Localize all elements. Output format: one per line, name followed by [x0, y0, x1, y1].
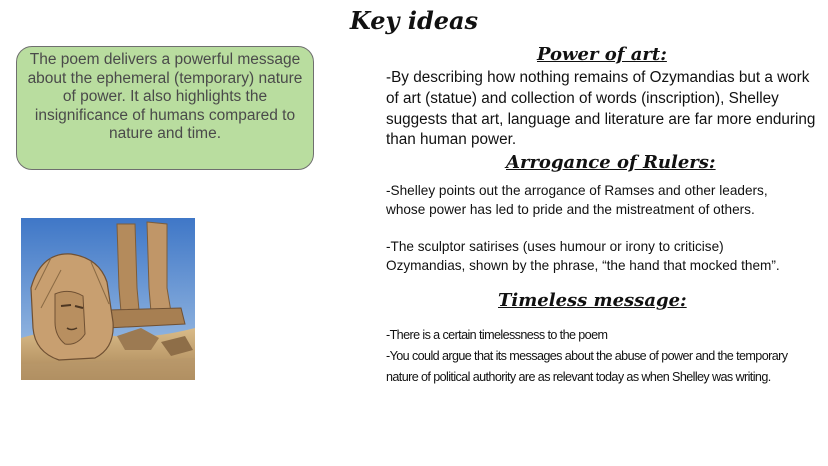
- timeless-message-heading: Timeless message:: [498, 290, 687, 311]
- arrogance-paragraph-1: -Shelley points out the arrogance of Ramses and other leaders, whose power has led to pride and the mistreatment of others.: [386, 183, 768, 217]
- power-of-art-heading: Power of art:: [537, 44, 667, 65]
- slide-title: Key ideas: [349, 6, 479, 35]
- timeless-paragraph-2: -You could argue that its messages about the abuse of power and the temporary nature of political authority are as relevant today as when Shelley was writing.: [386, 349, 788, 384]
- ozymandias-statue-image: [21, 218, 195, 380]
- summary-box: The poem delivers a powerful message about the ephemeral (temporary) nature of power. It also highlights the insignificance of humans compared to nature and time.: [16, 46, 314, 170]
- arrogance-of-rulers-heading: Arrogance of Rulers:: [506, 152, 716, 173]
- power-of-art-text: -By describing how nothing remains of Ozymandias but a work of art (statue) and collection of words (inscription), Shelley suggests that art, language and literature are far more enduring than human power.: [386, 69, 816, 149]
- arrogance-paragraph-2: -The sculptor satirises (uses humour or irony to criticise) Ozymandias, shown by the phrase, “the hand that mocked them”.: [386, 239, 780, 273]
- timeless-paragraph-1: -There is a certain timelessness to the poem: [386, 328, 608, 342]
